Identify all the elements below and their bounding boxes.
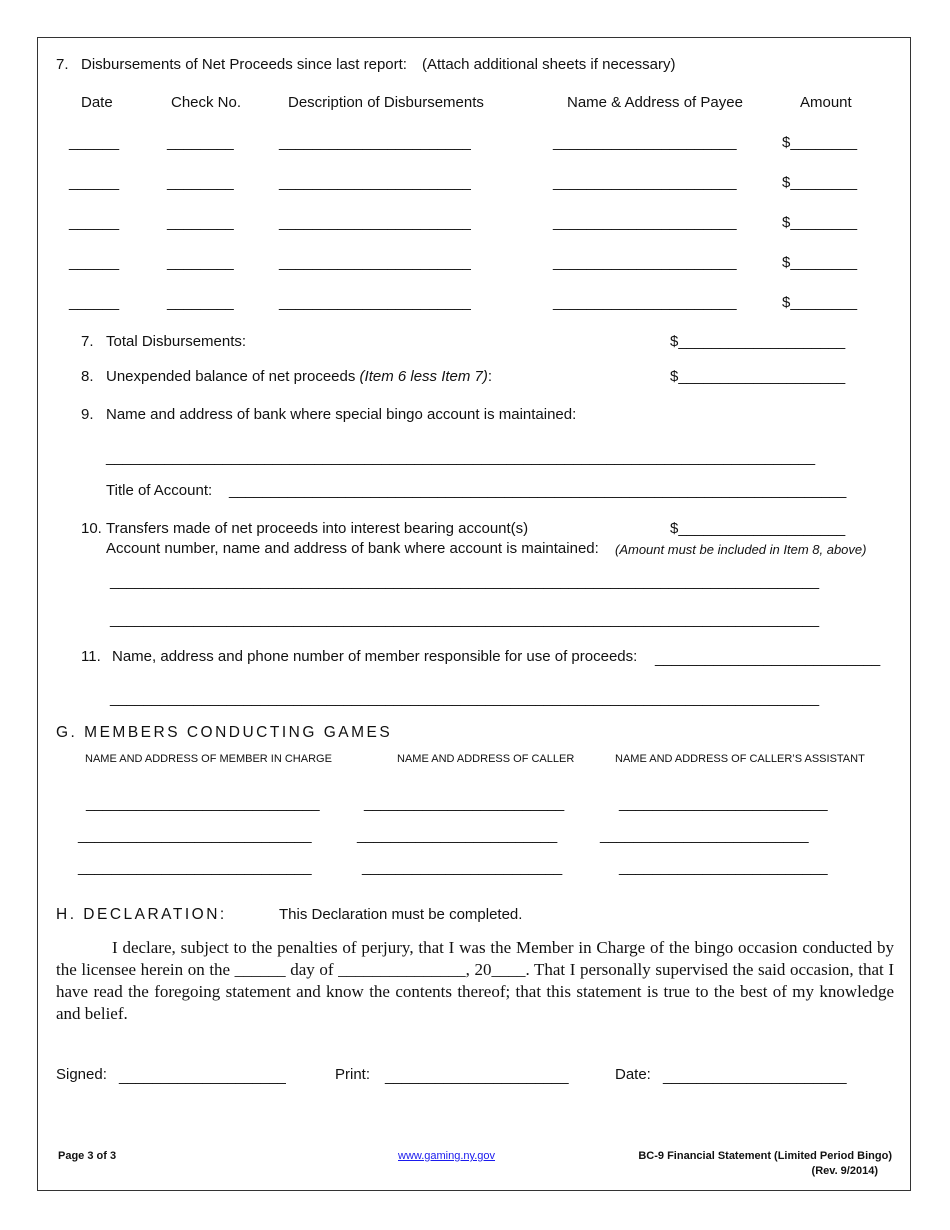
g-col3-header: NAME AND ADDRESS OF CALLER’S ASSISTANT	[615, 753, 865, 765]
member-field-line2[interactable]: _____________________________________________________________________________________	[110, 690, 820, 707]
caller-field[interactable]: ________________________	[362, 859, 563, 876]
col-date-header: Date	[81, 94, 113, 111]
member-field[interactable]: ___________________________	[655, 650, 881, 667]
print-field[interactable]: ______________________	[385, 1068, 569, 1085]
form-name: BC-9 Financial Statement (Limited Period Bingo)	[638, 1150, 892, 1162]
date-field[interactable]: ______	[69, 134, 120, 151]
col-check-header: Check No.	[171, 94, 242, 111]
check-field[interactable]: ________	[167, 134, 234, 151]
amount-field[interactable]: $________	[782, 214, 858, 231]
member-in-charge-field[interactable]: ____________________________	[86, 795, 320, 812]
amount-field[interactable]: $________	[782, 294, 858, 311]
desc-field[interactable]: _______________________	[279, 174, 471, 191]
desc-field[interactable]: _______________________	[279, 134, 471, 151]
section-g-title: G. MEMBERS CONDUCTING GAMES	[56, 724, 393, 741]
signed-field[interactable]: ____________________	[119, 1068, 286, 1085]
date-field[interactable]: ______	[69, 214, 120, 231]
signed-label: Signed:	[56, 1066, 107, 1083]
date-signature-field[interactable]: ______________________	[663, 1068, 847, 1085]
bank-label: Name and address of bank where special bingo account is maintained:	[106, 406, 577, 423]
amount-field[interactable]: $________	[782, 254, 858, 271]
payee-field[interactable]: ______________________	[553, 254, 737, 271]
amount-field[interactable]: $________	[782, 134, 858, 151]
col-amount-header: Amount	[800, 94, 852, 111]
g-col1-header: NAME AND ADDRESS OF MEMBER IN CHARGE	[85, 753, 332, 765]
caller-assistant-field[interactable]: _________________________	[619, 795, 828, 812]
g-col2-header: NAME AND ADDRESS OF CALLER	[397, 753, 575, 765]
account-title-field[interactable]: __________________________________________________________________________	[229, 482, 847, 499]
desc-field[interactable]: _______________________	[279, 294, 471, 311]
declaration-text: I declare, subject to the penalties of perjury, that I was the Member in Charge of the bingo occasion conducted by the licensee herein on the ______ day of _______________, 20____. That I personally supervised the said occasion, that I have read the foregoing statement and know the contents thereof; that this statement is true to the best of my knowledge and belief.	[56, 938, 894, 1023]
total-label: Total Disbursements:	[106, 333, 247, 350]
transfers-number: 10.	[81, 520, 102, 537]
member-label: Name, address and phone number of member responsible for use of proceeds:	[112, 648, 638, 665]
payee-field[interactable]: ______________________	[553, 294, 737, 311]
check-field[interactable]: ________	[167, 294, 234, 311]
payee-field[interactable]: ______________________	[553, 214, 737, 231]
date-label: Date:	[615, 1066, 651, 1083]
date-field[interactable]: ______	[69, 254, 120, 271]
member-in-charge-field[interactable]: ____________________________	[78, 859, 312, 876]
print-label: Print:	[335, 1066, 371, 1083]
bank-address-field[interactable]: _____________________________________________________________________________________	[106, 449, 816, 466]
date-field[interactable]: ______	[69, 294, 120, 311]
section-h-subtitle: This Declaration must be completed.	[279, 906, 523, 923]
item7-note: (Attach additional sheets if necessary)	[422, 56, 676, 73]
unexpended-amount-field[interactable]: $____________________	[670, 368, 846, 385]
check-field[interactable]: ________	[167, 254, 234, 271]
amount-field[interactable]: $________	[782, 174, 858, 191]
transfer-account-field[interactable]: _____________________________________________________________________________________	[110, 611, 820, 628]
total-amount-field[interactable]: $____________________	[670, 333, 846, 350]
check-field[interactable]: ________	[167, 214, 234, 231]
payee-field[interactable]: ______________________	[553, 174, 737, 191]
transfers-note: (Amount must be included in Item 8, above)	[615, 542, 867, 557]
caller-assistant-field[interactable]: _________________________	[619, 859, 828, 876]
bank-number: 9.	[81, 406, 94, 423]
check-field[interactable]: ________	[167, 174, 234, 191]
website-link[interactable]: www.gaming.ny.gov	[398, 1150, 496, 1162]
caller-field[interactable]: ________________________	[364, 795, 565, 812]
col-desc-header: Description of Disbursements	[288, 94, 484, 111]
desc-field[interactable]: _______________________	[279, 214, 471, 231]
transfers-sublabel: Account number, name and address of bank where account is maintained:	[106, 540, 599, 557]
unexpended-italic: (Item 6 less Item 7)	[359, 368, 488, 385]
transfers-label: Transfers made of net proceeds into interest bearing account(s)	[106, 520, 529, 537]
form-revision: (Rev. 9/2014)	[811, 1165, 878, 1177]
member-in-charge-field[interactable]: ____________________________	[78, 827, 312, 844]
unexpended-label: Unexpended balance of net proceeds (Item 6 less Item 7):	[106, 368, 493, 385]
desc-field[interactable]: _______________________	[279, 254, 471, 271]
payee-field[interactable]: ______________________	[553, 134, 737, 151]
caller-field[interactable]: ________________________	[357, 827, 558, 844]
section-h-title: H. DECLARATION:	[56, 906, 227, 923]
transfer-account-field[interactable]: _____________________________________________________________________________________	[110, 573, 820, 590]
account-title-label: Title of Account:	[106, 482, 213, 499]
member-number: 11.	[81, 648, 101, 665]
date-field[interactable]: ______	[69, 174, 120, 191]
col-payee-header: Name & Address of Payee	[567, 94, 743, 111]
caller-assistant-field[interactable]: _________________________	[600, 827, 809, 844]
page-number: Page 3 of 3	[58, 1150, 117, 1162]
unexpended-number: 8.	[81, 368, 94, 385]
item7-number: 7.	[56, 56, 69, 73]
total-number: 7.	[81, 333, 94, 350]
item7-title: Disbursements of Net Proceeds since last report:	[81, 56, 407, 73]
transfers-amount-field[interactable]: $____________________	[670, 520, 846, 537]
